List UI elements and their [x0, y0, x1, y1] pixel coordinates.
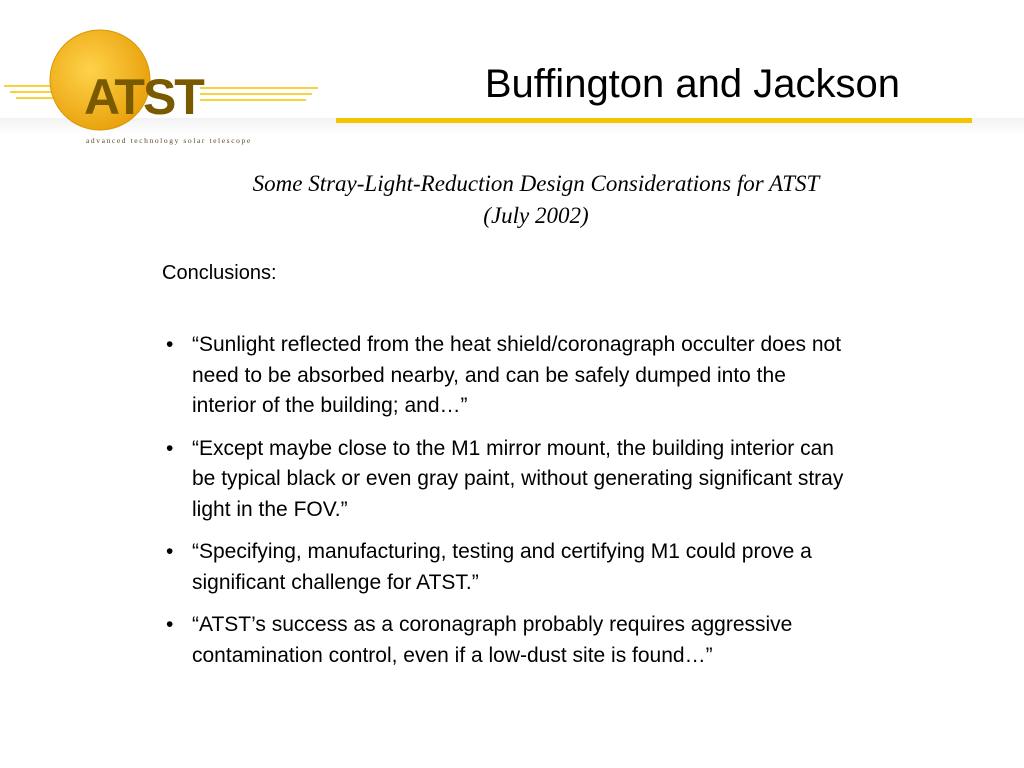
conclusions-list: [164, 330, 854, 683]
bullet-icon: •: [166, 540, 174, 563]
bullet-icon: •: [166, 333, 174, 356]
subtitle-line-2: (July 2002): [483, 203, 589, 228]
list-item: [164, 330, 854, 422]
bullet-text: “Except maybe close to the M1 mirror mount, the building interior can be typical black or even gray paint, without generating significant stray light in the FOV.”: [192, 436, 844, 521]
bullet-text: “Specifying, manufacturing, testing and certifying M1 could prove a significant challenge for ATST.”: [192, 540, 812, 594]
subtitle-line-1: Some Stray-Light-Reduction Design Considerations for ATST: [252, 171, 820, 196]
section-label: Conclusions:: [162, 262, 277, 284]
slide-title: Buffington and Jackson: [484, 62, 900, 106]
logo-tagline: advanced technology solar telescope: [86, 136, 252, 145]
list-item: [164, 610, 854, 671]
atst-logo: [0, 22, 330, 145]
list-item: [164, 537, 854, 598]
list-item: [164, 434, 854, 526]
bullet-icon: •: [166, 613, 174, 636]
logo-name: ATST: [84, 69, 203, 125]
slide-subtitle: [150, 168, 922, 232]
bullet-text: “ATST’s success as a coronagraph probably requires aggressive contamination control, even if a low-dust site is found…”: [192, 613, 793, 667]
title-underline: [336, 118, 972, 123]
bullet-text: “Sunlight reflected from the heat shield/coronagraph occulter does not need to be absorbed nearby, and can be safely dumped into the interior of the building; and…”: [192, 333, 842, 417]
bullet-icon: •: [166, 436, 174, 460]
